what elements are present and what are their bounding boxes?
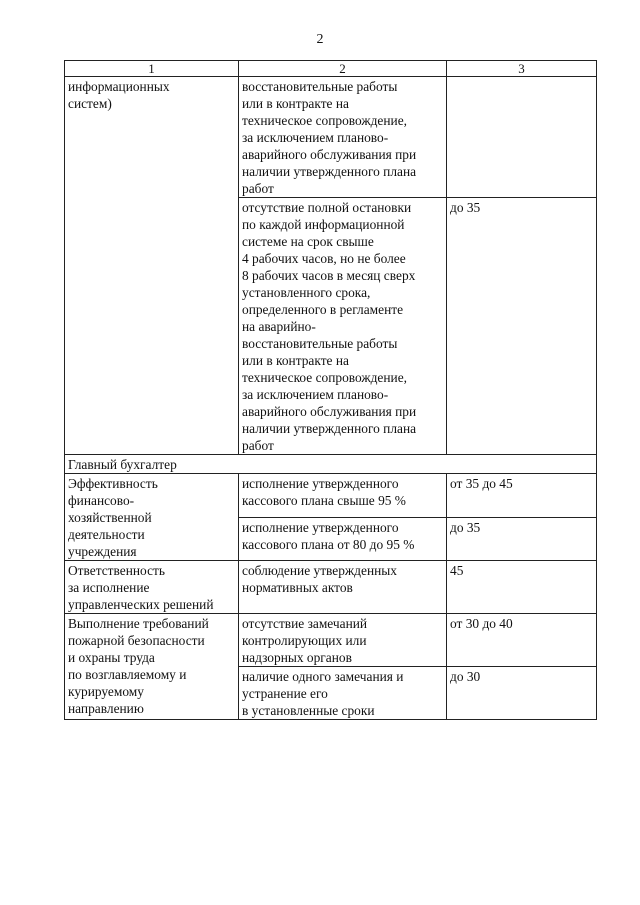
criterion-cell: Ответственность за исполнение управленческих решений xyxy=(65,561,239,614)
condition-cell: исполнение утвержденного кассового плана от 80 до 95 % xyxy=(239,517,447,561)
column-header: 2 xyxy=(239,61,447,77)
condition-cell: отсутствие полной остановки по каждой информационной системе на срок свыше 4 рабочих часов, но не более 8 рабочих часов в месяц сверх установленного срока, определенного в регламенте на аварийно- восстановительные работы или в контракте на техническое сопровождение, за исключением планово- аварийного обслуживания при наличии утвержденного плана работ xyxy=(239,198,447,455)
page-number: 2 xyxy=(316,32,324,47)
table-row xyxy=(65,561,597,614)
criteria-table xyxy=(64,60,597,720)
value-cell: 45 xyxy=(447,561,597,614)
criterion-cell: Эффективность финансово- хозяйственной деятельности учреждения xyxy=(65,474,239,561)
table-header-row xyxy=(65,61,597,77)
value-cell: до 35 xyxy=(447,517,597,561)
table-row xyxy=(65,474,597,518)
value-cell: от 30 до 40 xyxy=(447,614,597,667)
table-row xyxy=(65,77,597,198)
condition-cell: исполнение утвержденного кассового плана свыше 95 % xyxy=(239,474,447,518)
condition-cell: восстановительные работы или в контракте на техническое сопровождение, за исключением планово- аварийного обслуживания при наличии утвержденного плана работ xyxy=(239,77,447,198)
section-row xyxy=(65,455,597,474)
value-cell xyxy=(447,77,597,198)
table-row xyxy=(65,614,597,667)
condition-cell: наличие одного замечания и устранение его в установленные сроки xyxy=(239,667,447,720)
value-cell: до 35 xyxy=(447,198,597,455)
condition-cell: отсутствие замечаний контролирующих или надзорных органов xyxy=(239,614,447,667)
criterion-cell: Выполнение требований пожарной безопасности и охраны труда по возглавляемому и курируемому направлению xyxy=(65,614,239,720)
criterion-cell: информационных систем) xyxy=(65,77,239,455)
value-cell: от 35 до 45 xyxy=(447,474,597,518)
column-header: 3 xyxy=(447,61,597,77)
value-cell: до 30 xyxy=(447,667,597,720)
section-title: Главный бухгалтер xyxy=(65,455,597,474)
condition-cell: соблюдение утвержденных нормативных актов xyxy=(239,561,447,614)
column-header: 1 xyxy=(65,61,239,77)
